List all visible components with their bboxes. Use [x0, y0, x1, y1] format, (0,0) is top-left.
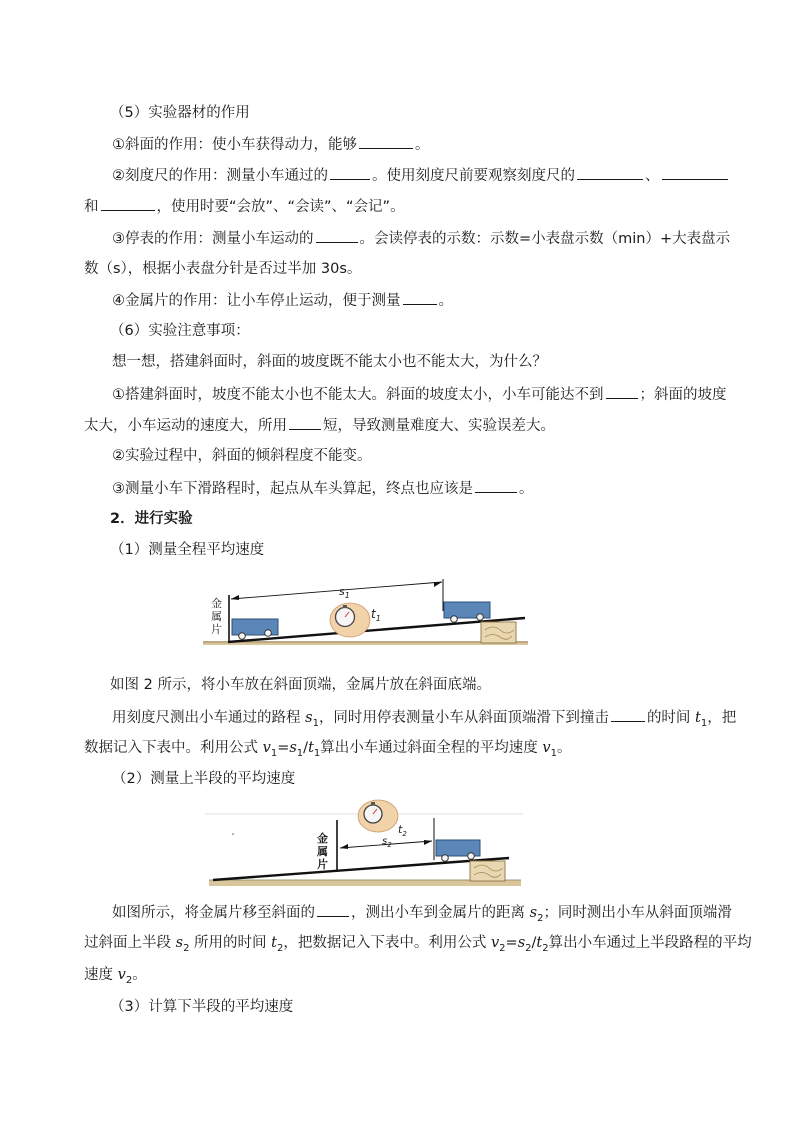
ground-strip: [203, 641, 528, 645]
part1-heading: （1）测量全程平均速度: [110, 542, 265, 558]
distance-arrow: [231, 582, 442, 599]
cart-top: [436, 840, 480, 861]
support-block: [481, 622, 516, 643]
part1-line2: 数据记入下表中。利用公式 $v_1=s_1/t_1$算出小车通过斜面全程的平均速度 $v_1$。: [84, 740, 572, 759]
blank: [316, 228, 358, 243]
metal-plate-label-char2: 属: [211, 610, 222, 623]
s5-item2-line2: 和 ，使用时要“会放”、“会读”、“会记”。: [84, 196, 405, 217]
metal-plate-label-char1: 金: [317, 832, 328, 845]
blank: [330, 165, 370, 180]
metal-plate-label-char3: 片: [211, 623, 222, 636]
blank: [577, 165, 643, 180]
distance-label: $s_1$: [339, 585, 350, 600]
cart-bottom: [232, 619, 278, 639]
stopwatch-icon: [330, 603, 370, 637]
metal-plate-label-char1: 金: [211, 597, 222, 610]
blank: [317, 902, 349, 917]
part1-caption: 如图 2 所示，将小车放在斜面顶端，金属片放在斜面底端。: [110, 677, 491, 693]
blank: [289, 415, 321, 430]
figure-first-half: [205, 796, 525, 890]
metal-plate-label-char3: 片: [317, 858, 328, 871]
blank: [611, 707, 645, 722]
blank: [662, 165, 728, 180]
s6-question: 想一想，搭建斜面时，斜面的坡度既不能太小也不能太大，为什么？: [112, 354, 547, 370]
time-label: $t_1$: [371, 607, 381, 623]
s6-note1-line2: 太大，小车运动的速度大，所用 短，导致测量难度大、实验误差大。: [84, 415, 555, 436]
s6-heading: （6）实验注意事项：: [110, 323, 250, 339]
stopwatch-icon: [358, 800, 398, 832]
cart-top: [444, 602, 490, 622]
s5-item3: ③停表的作用：测量小车运动的 。会读停表的示数：示数=小表盘示数（min）+大表盘示: [112, 228, 730, 249]
s5-heading: （5）实验器材的作用: [110, 105, 250, 121]
section2-heading: 2．进行实验: [110, 511, 193, 527]
part3-heading: （3）计算下半段的平均速度: [110, 999, 294, 1015]
blank: [606, 384, 638, 399]
part2-line1: 如图所示，将金属片移至斜面的 ，测出小车到金属片的距离 $s_2$；同时测出小车从斜面顶端滑: [112, 902, 732, 929]
distance-label: $s_2$: [382, 836, 392, 849]
s6-note3: ③测量小车下滑路程时，起点从车头算起，终点也应该是 。: [112, 478, 534, 499]
s5-item2: ②刻度尺的作用：测量小车通过的 。使用刻度尺前要观察刻度尺的 、: [112, 165, 730, 186]
s5-item1: ①斜面的作用：使小车获得动力，能够 。: [112, 134, 430, 155]
blank: [403, 290, 437, 305]
s6-note1: ①搭建斜面时，坡度不能太小也不能太大。斜面的坡度太小，小车可能达不到 ；斜面的坡度: [112, 384, 727, 405]
metal-plate-label-char2: 属: [317, 845, 328, 858]
support-block: [470, 861, 505, 881]
s6-note2: ②实验过程中，斜面的倾斜程度不能变。: [112, 448, 372, 464]
blank: [101, 196, 155, 211]
s5-item3-line2: 数（s），根据小表盘分针是否过半加 30s。: [84, 261, 362, 277]
s5-item4: ④金属片的作用：让小车停止运动，便于测量 。: [112, 290, 453, 311]
part1-line1: 用刻度尺测出小车通过的路程 $s_1$，同时用停表测量小车从斜面顶端滑下到撞击 的时间 $t_1$，把: [112, 707, 736, 734]
blank: [475, 478, 517, 493]
incline-ramp: [213, 858, 509, 880]
figure-full-course: [200, 575, 530, 650]
blank: [359, 134, 413, 149]
part2-line3: 速度 $v_2$。: [84, 967, 147, 986]
time-label: $t_2$: [398, 823, 407, 838]
part2-heading: （2）测量上半段的平均速度: [112, 771, 296, 787]
part2-line2: 过斜面上半段 $s_2$ 所用的时间 $t_2$，把数据记入下表中。利用公式 $v_2=s_2/t_2$算出小车通过上半段路程的平均: [84, 935, 752, 954]
